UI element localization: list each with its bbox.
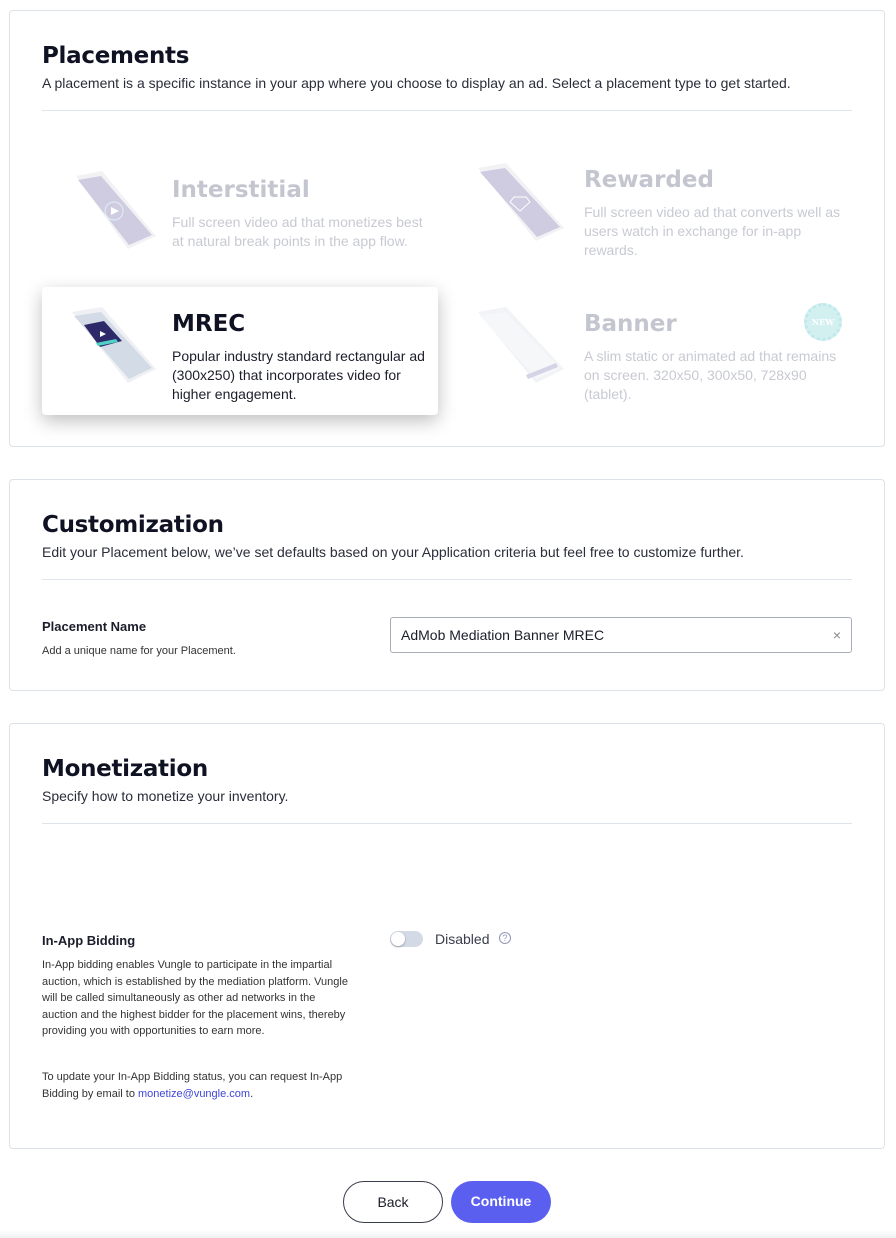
in-app-bidding-toggle[interactable] — [390, 931, 423, 947]
placement-name-help: Add a unique name for your Placement. — [42, 645, 236, 657]
note-text: To update your In-App Bidding status, you can request In-App Bidding by email to — [42, 1071, 343, 1100]
type-description: Popular industry standard rectangular ad (300x250) that incorporates video for higher engagement. — [172, 348, 425, 402]
type-name: Interstitial — [172, 177, 310, 203]
toggle-knob — [391, 932, 405, 946]
placement-name-value: AdMob Mediation Banner MREC — [401, 627, 605, 643]
type-description: Full screen video ad that monetizes best at natural break points in the app flow. — [172, 214, 423, 249]
divider — [42, 579, 852, 580]
placements-subtitle: A placement is a specific instance in your app where you choose to display an ad. Select a placement type to get started. — [42, 75, 791, 91]
help-icon[interactable]: ? — [499, 932, 511, 944]
toggle-state: Disabled — [435, 931, 490, 947]
footer-strip — [0, 1230, 896, 1238]
type-name: MREC — [172, 311, 246, 337]
placements-title: Placements — [42, 43, 190, 69]
back-button[interactable]: Back — [343, 1181, 443, 1223]
banner-phone-icon — [468, 307, 568, 397]
interstitial-phone-icon — [56, 171, 156, 261]
placement-name-label: Placement Name — [42, 619, 147, 634]
customization-title: Customization — [42, 512, 224, 538]
placements-card — [9, 10, 885, 447]
email-link[interactable]: monetize@vungle.com — [138, 1087, 251, 1100]
monetization-card — [9, 723, 885, 1149]
rewarded-phone-icon — [468, 163, 568, 253]
new-badge: NEW — [804, 303, 842, 341]
placement-type-interstitial[interactable] — [42, 153, 438, 281]
type-description: A slim static or animated ad that remains on screen. 320x50, 300x50, 728x90 (tablet). — [584, 348, 837, 402]
placement-name-input[interactable] — [390, 617, 852, 653]
placement-type-mrec[interactable] — [42, 287, 438, 415]
divider — [42, 110, 852, 111]
monetization-title: Monetization — [42, 756, 208, 782]
type-name: Banner — [584, 311, 677, 337]
monetization-subtitle: Specify how to monetize your inventory. — [42, 788, 289, 804]
in-app-bidding-label: In-App Bidding — [42, 933, 136, 948]
clear-icon[interactable]: × — [832, 627, 841, 643]
customization-card — [9, 479, 885, 691]
type-description: Full screen video ad that converts well as users watch in exchange for in-app rewards. — [584, 204, 841, 258]
placement-type-banner[interactable] — [454, 287, 850, 415]
customization-subtitle: Edit your Placement below, we’ve set defaults based on your Application criteria but feel free to customize further. — [42, 544, 744, 560]
in-app-bidding-description: In-App bidding enables Vungle to participate in the impartial auction, which is established by the mediation platform. Vungle will be called simultaneously as other ad networks in the auction and the highest bidder for the placement wins, thereby providing you with opportunities to earn more. — [42, 959, 348, 1037]
divider — [42, 823, 852, 824]
mrec-phone-icon — [56, 307, 156, 397]
continue-button[interactable]: Continue — [451, 1181, 551, 1223]
type-name: Rewarded — [584, 167, 714, 193]
in-app-bidding-note: To update your In-App Bidding status, you can request In-App Bidding by email to monetize@vungle.com. — [42, 1071, 343, 1100]
placement-type-rewarded[interactable] — [454, 153, 850, 281]
